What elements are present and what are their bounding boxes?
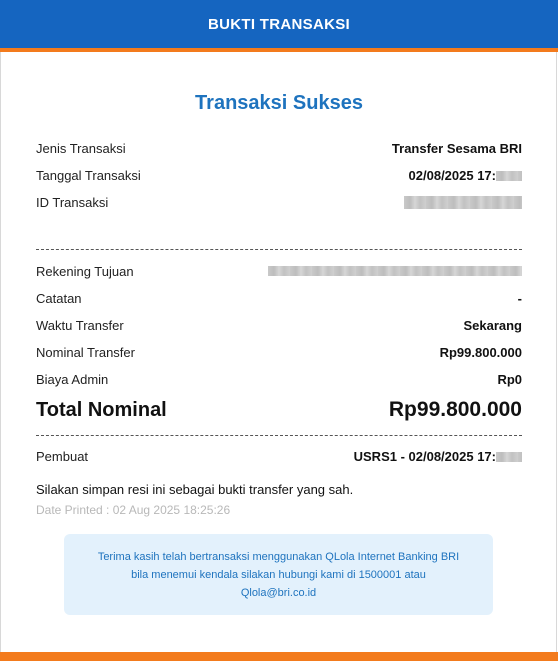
total-nominal-label: Total Nominal bbox=[36, 398, 167, 421]
pembuat-label: Pembuat bbox=[36, 448, 89, 464]
frame-border-left bbox=[0, 52, 1, 652]
pembuat-value-group bbox=[354, 449, 522, 464]
pembuat-value: USRS1 - 02/08/2025 17: bbox=[353, 448, 496, 464]
biaya-admin-value: Rp0 bbox=[497, 371, 522, 387]
row-catatan bbox=[36, 288, 522, 308]
redacted-id-blur bbox=[404, 196, 522, 209]
catatan-value: - bbox=[517, 290, 522, 306]
row-jenis-transaksi bbox=[36, 138, 522, 158]
redacted-maker-time-blur bbox=[496, 452, 522, 462]
row-id-transaksi bbox=[36, 192, 522, 212]
row-biaya-admin bbox=[36, 369, 522, 389]
biaya-admin-label: Biaya Admin bbox=[36, 371, 109, 387]
row-total-nominal bbox=[36, 396, 522, 424]
jenis-transaksi-value: Transfer Sesama BRI bbox=[391, 140, 522, 156]
redacted-account-blur bbox=[268, 266, 522, 276]
waktu-transfer-value: Sekarang bbox=[463, 317, 522, 333]
row-nominal-transfer bbox=[36, 342, 522, 362]
row-waktu-transfer bbox=[36, 315, 522, 335]
nominal-transfer-value: Rp99.800.000 bbox=[439, 344, 522, 360]
dashed-divider-2 bbox=[36, 435, 522, 436]
id-transaksi-label: ID Transaksi bbox=[36, 194, 109, 210]
total-nominal-value: Rp99.800.000 bbox=[388, 398, 522, 421]
info-line-3: Qlola@bri.co.id bbox=[240, 586, 317, 599]
header-title: BUKTI TRANSAKSI bbox=[208, 15, 350, 33]
nominal-transfer-label: Nominal Transfer bbox=[36, 344, 135, 360]
save-receipt-note: Silakan simpan resi ini sebagai bukti transfer yang sah. bbox=[36, 482, 354, 497]
row-pembuat bbox=[36, 446, 522, 466]
tanggal-transaksi-value-group bbox=[409, 168, 522, 183]
info-line-2: bila menemui kendala silakan hubungi kami di 1500001 atau bbox=[131, 568, 426, 581]
info-box bbox=[64, 534, 493, 615]
header-accent-strip bbox=[0, 48, 558, 52]
frame-border-right bbox=[556, 52, 557, 652]
date-printed: Date Printed : 02 Aug 2025 18:25:26 bbox=[36, 503, 231, 517]
tanggal-transaksi-value: 02/08/2025 17: bbox=[408, 167, 496, 183]
catatan-label: Catatan bbox=[36, 290, 82, 306]
rekening-tujuan-label: Rekening Tujuan bbox=[36, 263, 134, 279]
tanggal-transaksi-label: Tanggal Transaksi bbox=[36, 167, 141, 183]
status-title: Transaksi Sukses bbox=[195, 92, 363, 114]
row-tanggal-transaksi bbox=[36, 165, 522, 185]
receipt-header bbox=[0, 0, 558, 48]
jenis-transaksi-label: Jenis Transaksi bbox=[36, 140, 126, 156]
waktu-transfer-label: Waktu Transfer bbox=[36, 317, 124, 333]
redacted-time-blur bbox=[496, 171, 522, 181]
footer-accent-strip bbox=[0, 652, 558, 661]
info-line-1: Terima kasih telah bertransaksi menggunakan QLola Internet Banking BRI bbox=[97, 550, 460, 563]
dashed-divider-1 bbox=[36, 249, 522, 250]
row-rekening-tujuan bbox=[36, 261, 522, 281]
